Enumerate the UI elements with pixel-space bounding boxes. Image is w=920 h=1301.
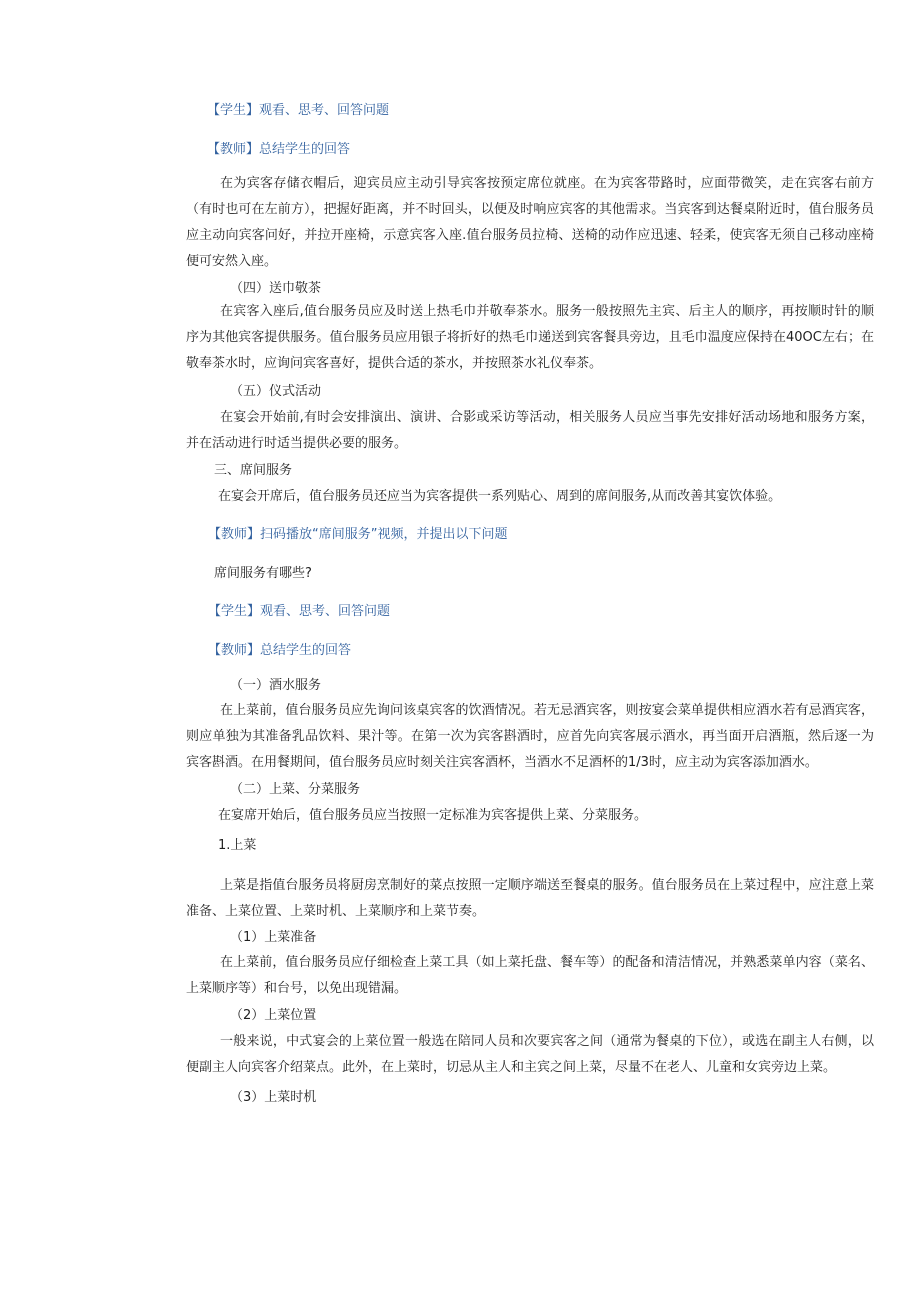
student-activity-line-2: 【学生】观看、思考、回答问题 xyxy=(208,604,391,619)
teacher-video-line: 【教师】扫码播放“席间服务”视频，并提出以下问题 xyxy=(208,527,508,542)
paragraph-preparation: 在上菜前，值台服务员应仔细检查上菜工具（如上菜托盘、餐车等）的配备和清洁情况，并熟悉菜单内容（菜名、上菜顺序等）和台号，以免出现错漏。 xyxy=(186,955,874,996)
section-heading-towel-tea: （四）送巾敬茶 xyxy=(230,281,322,296)
student-activity-line: 【学生】观看、思考、回答问题 xyxy=(207,103,390,118)
paragraph-table-service-intro: 在宴会开席后，值台服务员还应当为宾客提供一系列贴心、周到的席间服务,从而改善其宴饮体验。 xyxy=(218,489,782,504)
paragraph-serving-intro: 在宴席开始后，值台服务员应当按照一定标准为宾客提供上菜、分菜服务。 xyxy=(218,808,648,823)
paragraph-drinks: 在上菜前，值台服务员应先询问该桌宾客的饮酒情况。若无忌酒宾客，则按宴会菜单提供相应酒水若有忌酒宾客，则应单独为其准备乳品饮料、果汁等。在第一次为宾客斟酒时，应首先向宾客展示酒水，再当面开启酒瓶，然后逐一为宾客斟酒。在用餐期间，值台服务员应时刻关注宾客酒杯，当酒水不足酒杯的1/3时，应主动为宾客添加酒水。 xyxy=(186,703,874,770)
teacher-summary-line-2: 【教师】总结学生的回答 xyxy=(208,643,352,658)
paragraph-towel-tea: 在宾客入座后,值台服务员应及时送上热毛巾并敬奉茶水。服务一般按照先主宾、后主人的顺序，再按顺时针的顺序为其他宾客提供服务。值台服务员应用银子将折好的热毛巾递送到宾客餐具旁边，且毛巾温度应保持在40OC左右；在敬奉茶水时，应询问宾客喜好，提供合适的茶水，并按照茶水礼仪奉茶。 xyxy=(186,304,874,371)
section-heading-table-service: 三、席间服务 xyxy=(214,463,293,478)
paragraph-seating-guidance: 在为宾客存储衣帽后，迎宾员应主动引导宾客按预定席位就座。在为宾客带路时，应面带微笑，走在宾客右前方（有时也可在左前方），把握好距离，并不时回头，以便及时响应宾客的其他需求。当宾客到达餐桌附近时，值台服务员应主动向宾客问好，并拉开座椅，示意宾客入座.值台服务员拉椅、送椅的动作应迅速、轻柔，使宾客无须自己移动座椅便可安然入座。 xyxy=(186,176,874,269)
question-line: 席间服务有哪些? xyxy=(214,566,312,581)
subheading-preparation: （1）上菜准备 xyxy=(230,930,317,945)
teacher-summary-line: 【教师】总结学生的回答 xyxy=(207,142,351,157)
subheading-position: （2）上菜位置 xyxy=(230,1008,317,1023)
paragraph-ceremony: 在宴会开始前,有时会安排演出、演讲、合影或采访等活动，相关服务人员应当事先安排好活动场地和服务方案，并在活动进行时适当提供必要的服务。 xyxy=(186,410,874,451)
section-heading-ceremony: （五）仪式活动 xyxy=(230,384,322,399)
paragraph-serving-dishes: 上菜是指值台服务员将厨房烹制好的菜点按照一定顺序端送至餐桌的服务。值台服务员在上菜过程中，应注意上菜准备、上菜位置、上菜时机、上菜顺序和上菜节奏。 xyxy=(186,878,874,919)
paragraph-position: 一般来说，中式宴会的上菜位置一般选在陪同人员和次要宾客之间（通常为餐桌的下位），或选在副主人右侧，以便副主人向宾客介绍菜点。此外，在上菜时，切忌从主人和主宾之间上菜，尽量不在老人、儿童和女宾旁边上菜。 xyxy=(186,1034,874,1075)
subheading-timing: （3）上菜时机 xyxy=(230,1090,317,1105)
subheading-serving-dishes: 1.上菜 xyxy=(218,838,257,853)
section-heading-drinks: （一）酒水服务 xyxy=(230,678,322,693)
section-heading-serving: （二）上菜、分菜服务 xyxy=(230,782,361,797)
